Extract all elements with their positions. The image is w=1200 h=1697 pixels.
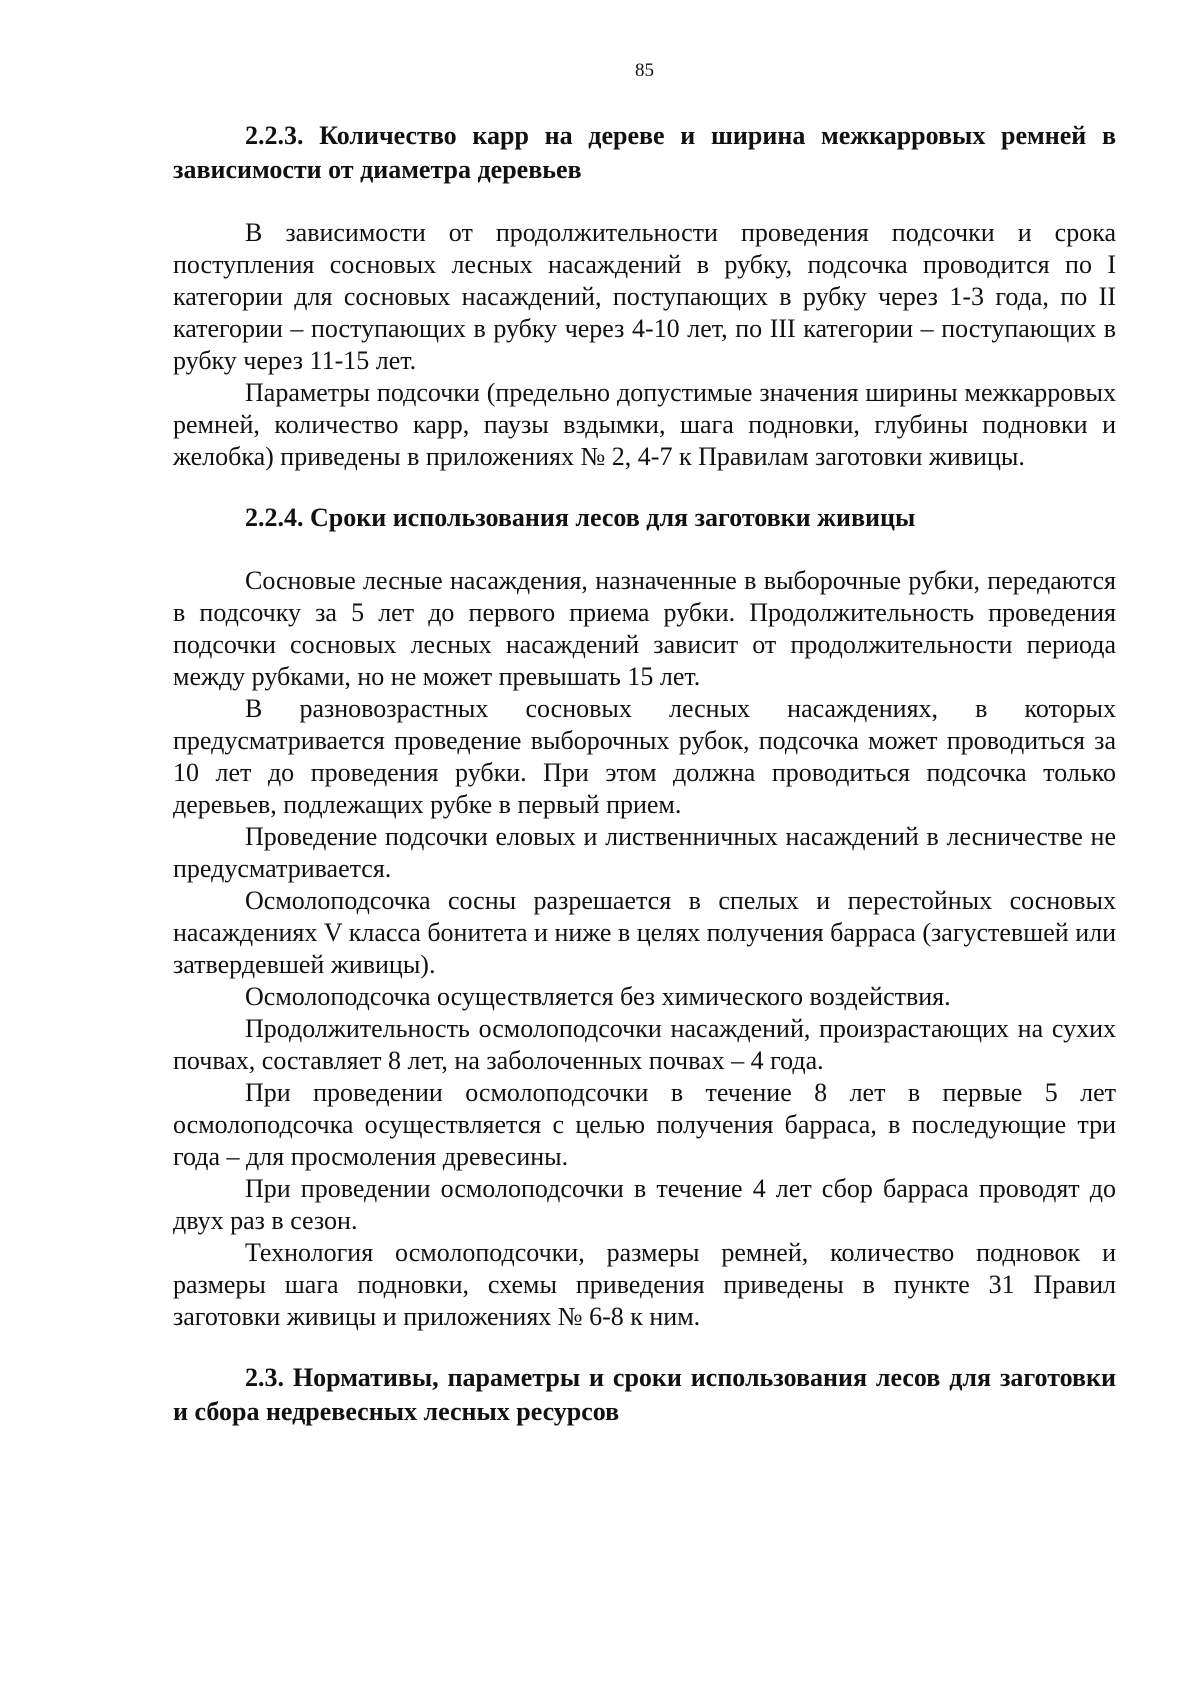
paragraph: Продолжительность осмолоподсочки насаждений, произрастающих на сухих почвах, составляет 8 лет, на заболоченных почвах – 4 года. xyxy=(173,1014,1116,1075)
paragraph: Технология осмолоподсочки, размеры ремней, количество подновок и размеры шага подновки, схемы приведения приведены в пункте 31 Правил заготовки живицы и приложениях № 6-8 к ним. xyxy=(173,1238,1116,1331)
paragraph: При проведении осмолоподсочки в течение 4 лет сбор барраса проводят до двух раз в сезон. xyxy=(173,1174,1116,1235)
paragraph: В зависимости от продолжительности проведения подсочки и срока поступления сосновых лесных насаждений в рубку, подсочка проводится по I категории для сосновых насаждений, поступающих в рубку через 1-3 года, по II категории – поступающих в рубку через 4-10 лет, по III категории – поступающих в рубку через 11-15 лет. xyxy=(173,218,1116,375)
paragraph: Осмолоподсочка сосны разрешается в спелых и перестойных сосновых насаждениях V класса бонитета и ниже в целях получения барраса (загустевшей или затвердевшей живицы). xyxy=(173,886,1116,979)
document-page xyxy=(173,60,1116,1429)
section-heading-2-2-4: 2.2.4. Сроки использования лесов для заготовки живицы xyxy=(245,503,916,532)
paragraph: Сосновые лесные насаждения, назначенные в выборочные рубки, передаются в подсочку за 5 лет до первого приема рубки. Продолжительность проведения подсочки сосновых лесных насаждений зависит от продолжительности периода между рубками, но не может превышать 15 лет. xyxy=(173,566,1116,691)
paragraph: Проведение подсочки еловых и лиственничных насаждений в лесничестве не предусматривается. xyxy=(173,822,1116,883)
page-number: 85 xyxy=(635,60,654,81)
paragraph: Параметры подсочки (предельно допустимые значения ширины межкарровых ремней, количество карр, паузы вздымки, шага подновки, глубины подновки и желобка) приведены в приложениях № 2, 4-7 к Правилам заготовки живицы. xyxy=(173,378,1116,471)
section-heading-2-3: 2.3. Нормативы, параметры и сроки использования лесов для заготовки и сбора недревесных лесных ресурсов xyxy=(173,1363,1116,1426)
paragraph: Осмолоподсочка осуществляется без химического воздействия. xyxy=(245,982,951,1011)
paragraph: При проведении осмолоподсочки в течение 8 лет в первые 5 лет осмолоподсочка осуществляется с целью получения барраса, в последующие три года – для просмоления древесины. xyxy=(173,1078,1116,1171)
paragraph: В разновозрастных сосновых лесных насаждениях, в которых предусматривается проведение выборочных рубок, подсочка может проводиться за 10 лет до проведения рубки. При этом должна проводиться подсочка только деревьев, подлежащих рубке в первый прием. xyxy=(173,694,1116,819)
section-heading-2-2-3: 2.2.3. Количество карр на дереве и ширина межкарровых ремней в зависимости от диаметра деревьев xyxy=(173,121,1116,184)
